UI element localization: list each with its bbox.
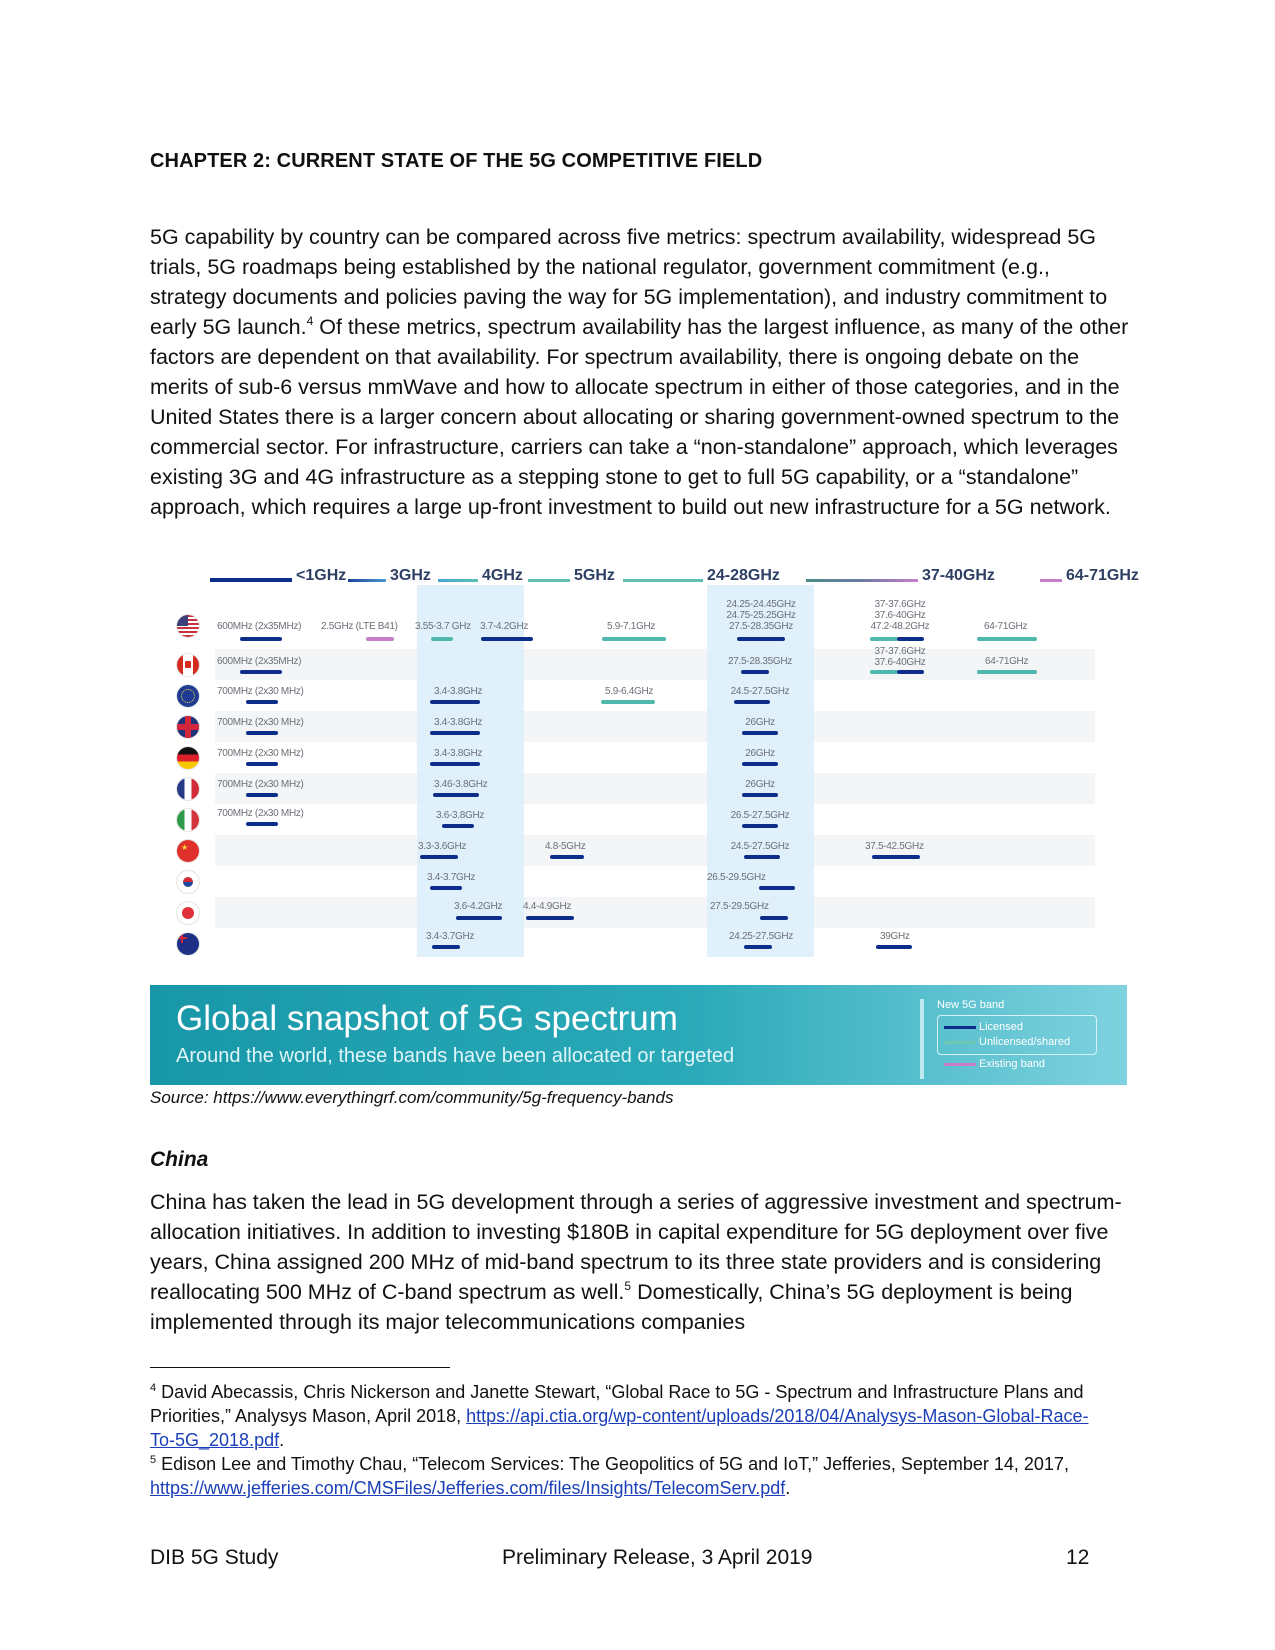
- band-label: 26GHz: [745, 748, 775, 759]
- unlicensed-bar: [870, 670, 898, 674]
- band-label: 3GHz: [390, 567, 431, 584]
- figure-source: Source: https://www.everythingrf.com/community/5g-frequency-bands: [150, 1088, 674, 1107]
- legend-label: Unlicensed/shared: [979, 1036, 1071, 1048]
- footnote-period: .: [785, 1478, 791, 1498]
- band-label: 3.4-3.7GHz: [427, 872, 476, 883]
- intro-text-1: 5G capability by country can be compared across five metrics: spectrum availability, widespread 5G trials, 5G roadmaps being established by the national regulator, government commitment (e.g., strategy documents and policies paving the way for 5G implementation), and industry commitment to early 5G launch.: [150, 225, 1108, 339]
- licensed-bar: [742, 824, 778, 828]
- band-label: 27.5-29.5GHz: [710, 901, 769, 912]
- licensed-bar: [741, 670, 769, 674]
- row-uk: [215, 711, 1095, 742]
- legend-label: Existing band: [979, 1058, 1046, 1070]
- band-label: 5.9-6.4GHz: [605, 686, 654, 697]
- chapter-heading: CHAPTER 2: CURRENT STATE OF THE 5G COMPETITIVE FIELD: [150, 150, 763, 172]
- unlicensed-swatch-icon: [944, 1041, 976, 1044]
- band-label: 4.8-5GHz: [545, 841, 586, 852]
- licensed-bar: [430, 762, 480, 766]
- band-label: 700MHz (2x30 MHz): [217, 717, 304, 728]
- band-scale-line: [623, 579, 703, 582]
- licensed-swatch-icon: [944, 1026, 976, 1029]
- licensed-bar: [456, 916, 502, 920]
- china-text-2: Domestically, China’s 5G deployment is being implemented through its major telecommunications companies: [150, 1280, 1073, 1334]
- footnote-period: .: [279, 1430, 285, 1450]
- licensed-bar: [897, 670, 924, 674]
- licensed-bar: [246, 762, 278, 766]
- licensed-bar: [526, 916, 574, 920]
- band-label: 3.55-3.7 GHz: [415, 621, 471, 632]
- us-flag-icon: [177, 615, 199, 637]
- footnote-ref-4[interactable]: 4: [306, 314, 314, 328]
- band-label: 5GHz: [574, 567, 615, 584]
- band-label: 24.75-25.25GHz: [726, 610, 796, 621]
- footnote-link[interactable]: https://api.ctia.org/wp-content/uploads/2018/04/Analysys-Mason-Global-Race-To-5G_2018.pdf: [150, 1406, 1089, 1450]
- band-label: 24.25-24.45GHz: [726, 599, 796, 610]
- footnote-4: [150, 1380, 1110, 1452]
- band-label: 3.4-3.8GHz: [434, 748, 483, 759]
- figure-banner: [150, 985, 1127, 1085]
- band-label: 37-40GHz: [922, 567, 995, 584]
- band-label: 37.6-40GHz: [874, 610, 926, 621]
- canada-flag-icon: [177, 654, 199, 676]
- band-label: 600MHz (2x35MHz): [217, 656, 302, 667]
- band-label: 4.4-4.9GHz: [523, 901, 572, 912]
- band-label: 26GHz: [745, 779, 775, 790]
- unlicensed-bar: [977, 670, 1037, 674]
- row-germany: [215, 742, 1095, 773]
- footnote-number: 4: [150, 1382, 157, 1394]
- band-scale-line: [210, 578, 292, 582]
- licensed-bar: [246, 731, 278, 735]
- licensed-bar: [872, 855, 920, 859]
- licensed-bar: [876, 945, 912, 949]
- band-label: 39GHz: [880, 931, 910, 942]
- footer-doc-title: DIB 5G Study: [150, 1546, 279, 1569]
- band-label: 3.6-3.8GHz: [436, 810, 485, 821]
- footer-release: Preliminary Release, 3 April 2019: [502, 1546, 813, 1569]
- licensed-bar: [430, 886, 462, 890]
- page-number: 12: [1066, 1546, 1090, 1569]
- banner-subtitle: Around the world, these bands have been allocated or targeted: [176, 1045, 735, 1067]
- unlicensed-bar: [870, 637, 898, 641]
- band-label: 37.5-42.5GHz: [865, 841, 924, 852]
- france-flag-icon: [177, 778, 199, 800]
- band-label: 24-28GHz: [707, 567, 780, 584]
- eu-flag-icon: [177, 685, 199, 707]
- row-italy: [215, 804, 1095, 835]
- section-heading-china: China: [150, 1148, 209, 1171]
- band-label: <1GHz: [296, 567, 347, 584]
- band-label: 3.4-3.8GHz: [434, 686, 483, 697]
- band-label: 64-71GHz: [984, 621, 1028, 632]
- band-label: 26.5-29.5GHz: [707, 872, 766, 883]
- licensed-bar: [742, 762, 778, 766]
- licensed-bar: [759, 886, 795, 890]
- intro-paragraph: [150, 222, 1130, 522]
- band-label: 5.9-7.1GHz: [607, 621, 656, 632]
- unlicensed-bar: [601, 700, 655, 704]
- band-label: 600MHz (2x35MHz): [217, 621, 302, 632]
- band-label-stack: [686, 599, 836, 632]
- legend-item-existing: [944, 1058, 1045, 1070]
- row-australia: [215, 928, 1095, 959]
- footnote-divider: [150, 1367, 450, 1368]
- licensed-bar: [734, 700, 770, 704]
- licensed-bar: [897, 637, 924, 641]
- intro-text-2: Of these metrics, spectrum availability has the largest influence, as many of the other factors are dependent on that availability. For spectrum availability, there is ongoing debate on the merits of sub-6 versus mmWave and how to allocate spectrum in either of those categories, and in the United States there is a larger concern about allocating or sharing government-owned spectrum to the commercial sector. For infrastructure, carriers can take a “non-standalone” approach, which leverages existing 3G and 4G infrastructure as a stepping stone to get to full 5G capability, or a “standalone” approach, which requires a large up-front investment to build out new infrastructure for a 5G network.: [150, 315, 1129, 519]
- band-label-stack: [850, 646, 950, 668]
- licensed-bar: [742, 731, 778, 735]
- footnote-text: Edison Lee and Timothy Chau, “Telecom Services: The Geopolitics of 5G and IoT,” Jefferies, September 14, 2017,: [156, 1454, 1069, 1474]
- licensed-bar: [481, 637, 533, 641]
- licensed-bar: [442, 824, 474, 828]
- row-france: [215, 773, 1095, 804]
- footnote-5: [150, 1452, 1110, 1500]
- uk-flag-icon: [177, 716, 199, 738]
- china-paragraph: [150, 1187, 1130, 1337]
- band-scale-line: [528, 579, 570, 582]
- footnote-ref-5[interactable]: 5: [624, 1279, 632, 1293]
- band-label: 3.6-4.2GHz: [454, 901, 503, 912]
- licensed-bar: [744, 945, 772, 949]
- licensed-bar: [240, 637, 282, 641]
- legend-item-unlicensed: [944, 1036, 1070, 1048]
- band-label: 700MHz (2x30 MHz): [217, 748, 304, 759]
- spectrum-grid: [150, 599, 1127, 955]
- spectrum-figure: [150, 565, 1139, 1085]
- footnote-text: David Abecassis, Chris Nickerson and Janette Stewart, “Global Race to 5G - Spectrum and Infrastructure Plans and Priorities,” Analysys Mason, April 2018,: [150, 1382, 1084, 1426]
- band-label: 64-71GHz: [1066, 567, 1139, 584]
- row-canada: [215, 649, 1095, 680]
- band-scale-line: [1040, 579, 1062, 582]
- band-label: 37-37.6GHz: [874, 599, 926, 610]
- licensed-bar: [760, 916, 788, 920]
- licensed-bar: [744, 855, 780, 859]
- licensed-bar: [550, 855, 584, 859]
- band-label: 2.5GHz (LTE B41): [321, 621, 398, 632]
- band-scale-line: [438, 579, 478, 582]
- band-label: 24.5-27.5GHz: [730, 841, 790, 852]
- south-korea-flag-icon: [177, 871, 199, 893]
- unlicensed-bar: [602, 637, 666, 641]
- band-scale: [150, 565, 1139, 595]
- licensed-bar: [737, 637, 785, 641]
- unlicensed-bar: [977, 637, 1037, 641]
- existing-swatch-icon: [944, 1063, 976, 1066]
- footnote-link[interactable]: https://www.jefferies.com/CMSFiles/Jefferies.com/files/Insights/TelecomServ.pdf: [150, 1478, 786, 1498]
- band-label: 27.5-28.35GHz: [729, 621, 793, 632]
- band-label-stack: [850, 599, 950, 632]
- band-label: 3.7-4.2GHz: [480, 621, 529, 632]
- licensed-bar: [246, 700, 278, 704]
- china-text-1: China has taken the lead in 5G development through a series of aggressive investment and spectrum-allocation initiatives. In addition to investing $180B in capital expenditure for 5G deployment over five years, China assigned 200 MHz of mid-band spectrum to its three state providers and is considering reallocating 500 MHz of C-band spectrum as well.: [150, 1190, 1122, 1304]
- band-label: 26GHz: [745, 717, 775, 728]
- band-label: 37-37.6GHz: [874, 646, 926, 657]
- licensed-bar: [240, 670, 282, 674]
- band-label: 27.5-28.35GHz: [728, 656, 792, 667]
- footnote-number: 5: [150, 1454, 157, 1466]
- japan-flag-icon: [177, 902, 199, 924]
- licensed-bar: [246, 822, 278, 826]
- legend: [920, 999, 1120, 1079]
- licensed-bar: [433, 793, 479, 797]
- row-eu: [215, 680, 1095, 711]
- band-label: 37.6-40GHz: [874, 657, 926, 668]
- band-label: 3.46-3.8GHz: [434, 779, 488, 790]
- row-korea: [215, 866, 1095, 897]
- australia-flag-icon: [177, 933, 199, 955]
- row-china: [215, 835, 1095, 866]
- band-label: 3.3-3.6GHz: [418, 841, 467, 852]
- band-scale-line: [346, 579, 386, 582]
- band-label: 700MHz (2x30 MHz): [217, 779, 304, 790]
- licensed-bar: [246, 793, 278, 797]
- licensed-bar: [742, 793, 778, 797]
- band-scale-line: [806, 579, 918, 582]
- band-label: 3.4-3.7GHz: [426, 931, 475, 942]
- licensed-bar: [420, 855, 458, 859]
- legend-item-licensed: [944, 1021, 1023, 1033]
- band-label: 47.2-48.2GHz: [870, 621, 930, 632]
- band-label: 4GHz: [482, 567, 523, 584]
- band-label: 700MHz (2x30 MHz): [217, 808, 304, 819]
- banner-title: Global snapshot of 5G spectrum: [176, 999, 678, 1038]
- licensed-bar: [430, 731, 480, 735]
- licensed-bar: [432, 945, 460, 949]
- legend-divider: [920, 999, 924, 1079]
- china-flag-icon: ★: [177, 840, 199, 862]
- legend-label: Licensed: [979, 1021, 1024, 1033]
- band-label: 64-71GHz: [985, 656, 1029, 667]
- germany-flag-icon: [177, 747, 199, 769]
- band-label: 24.25-27.5GHz: [729, 931, 793, 942]
- existing-band-bar: [366, 637, 394, 641]
- legend-heading: New 5G band: [937, 999, 1005, 1011]
- band-label: 3.4-3.8GHz: [434, 717, 483, 728]
- row-japan: [215, 897, 1095, 928]
- band-label: 26.5-27.5GHz: [730, 810, 790, 821]
- band-label: 700MHz (2x30 MHz): [217, 686, 304, 697]
- licensed-bar: [430, 700, 480, 704]
- unlicensed-bar: [431, 637, 453, 641]
- band-label: 24.5-27.5GHz: [730, 686, 790, 697]
- italy-flag-icon: [177, 809, 199, 831]
